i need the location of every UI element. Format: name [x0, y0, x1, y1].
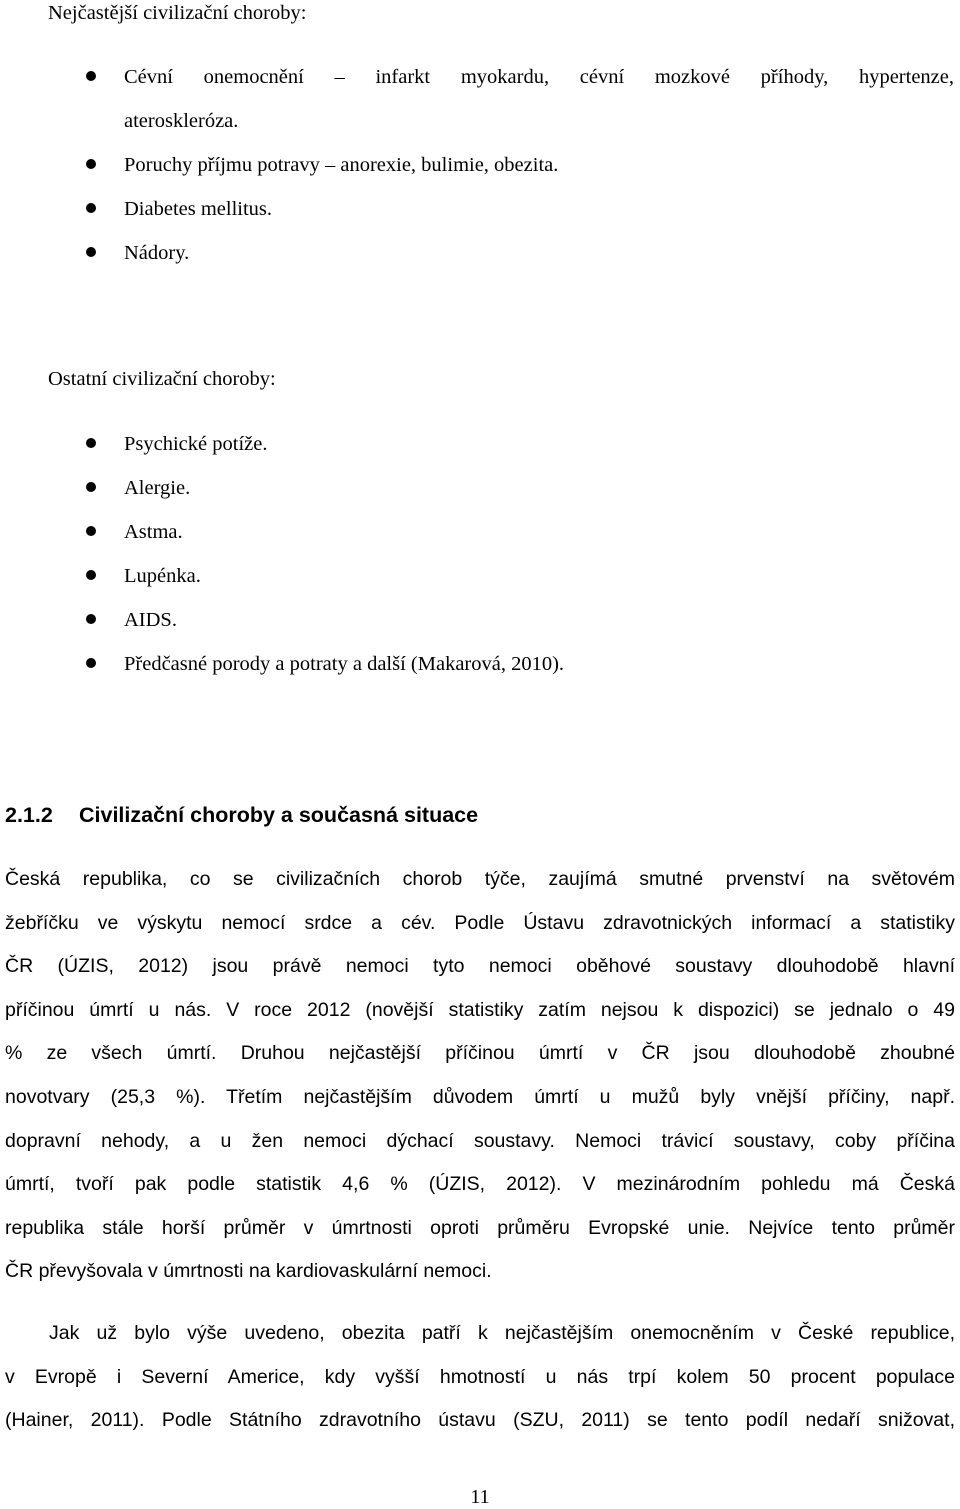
list-item — [0, 554, 960, 598]
paragraph-line: % ze všech úmrtí. Druhou nejčastější příčinou úmrtí v ČR jsou dlouhodobě zhoubné — [5, 1042, 955, 1065]
list-item — [0, 466, 960, 510]
bullet-icon — [86, 482, 96, 492]
list-item-text: Diabetes mellitus. — [124, 198, 273, 220]
paragraph-line: novotvary (25,3 %). Třetím nejčastějším důvodem úmrtí u mužů byly vnější příčiny, např. — [5, 1085, 955, 1108]
bullet-icon — [86, 203, 96, 213]
other-diseases-list — [0, 422, 960, 686]
paragraph-current-situation — [5, 858, 955, 1294]
list-item — [0, 187, 960, 231]
list-item-text: AIDS. — [124, 609, 177, 631]
paragraph-line: Jak už bylo výše uvedeno, obezita patří k nejčastějším onemocněním v České republice, — [49, 1322, 955, 1344]
list-item-text: Poruchy příjmu potravy – anorexie, bulimie, obezita. — [124, 154, 559, 176]
list-item — [0, 598, 960, 642]
paragraph-line: v Evropě i Severní Americe, kdy vyšší hmotností u nás trpí kolem 50 procent populace — [5, 1365, 955, 1388]
paragraph-obesity — [5, 1312, 955, 1443]
list-item — [0, 642, 960, 686]
section-title-common-diseases: Nejčastější civilizační choroby: — [48, 2, 307, 24]
bullet-icon — [86, 570, 96, 580]
list-item — [0, 231, 960, 275]
paragraph-line: republika stále horší průměr v úmrtnosti oproti průměru Evropské unie. Nejvíce tento průměr — [5, 1216, 955, 1239]
bullet-icon — [86, 71, 96, 81]
list-item-text: Psychické potíže. — [124, 433, 268, 455]
section-heading-title: Civilizační choroby a současná situace — [79, 803, 479, 827]
paragraph-line: příčinou úmrtí u nás. V roce 2012 (novější statistiky zatím nejsou k dispozici) se jednalo o 49 — [5, 998, 955, 1021]
paragraph-line: žebříčku ve výskytu nemocí srdce a cév. Podle Ústavu zdravotnických informací a statistiky — [5, 911, 955, 934]
list-item-text-continued: ateroskleróza. — [124, 110, 239, 132]
bullet-icon — [86, 438, 96, 448]
paragraph-line: ČR (ÚZIS, 2012) jsou právě nemoci tyto nemoci oběhové soustavy dlouhodobě hlavní — [5, 955, 955, 978]
paragraph-line: ČR převyšovala v úmrtnosti na kardiovaskulární nemoci. — [5, 1260, 492, 1283]
list-item-text: Nádory. — [124, 242, 190, 264]
bullet-icon — [86, 526, 96, 536]
list-item-text: Alergie. — [124, 477, 191, 499]
list-item-text: Lupénka. — [124, 565, 201, 587]
list-item-text: Cévní onemocnění – infarkt myokardu, cévní mozkové příhody, hypertenze, — [124, 66, 954, 88]
section-heading — [5, 803, 478, 828]
list-item — [0, 422, 960, 466]
paragraph-line: dopravní nehody, a u žen nemoci dýchací soustavy. Nemoci trávicí soustavy, coby příčina — [5, 1129, 955, 1152]
paragraph-line: Česká republika, co se civilizačních chorob týče, zaujímá smutné prvenství na světovém — [5, 868, 955, 890]
paragraph-line: (Hainer, 2011). Podle Státního zdravotního ústavu (SZU, 2011) se tento podíl nedaří snižovat, — [5, 1409, 955, 1432]
common-diseases-list — [0, 55, 960, 275]
list-item — [0, 143, 960, 187]
page-number: 11 — [470, 1486, 490, 1508]
section-heading-number: 2.1.2 — [5, 803, 53, 827]
list-item-text: Předčasné porody a potraty a další (Makarová, 2010). — [124, 653, 565, 675]
bullet-icon — [86, 658, 96, 668]
list-item — [0, 55, 960, 143]
bullet-icon — [86, 614, 96, 624]
list-item-text: Astma. — [124, 521, 183, 543]
bullet-icon — [86, 159, 96, 169]
list-item — [0, 510, 960, 554]
paragraph-line: úmrtí, tvoří pak podle statistik 4,6 % (ÚZIS, 2012). V mezinárodním pohledu má Česká — [5, 1173, 955, 1196]
section-title-other-diseases: Ostatní civilizační choroby: — [48, 368, 276, 390]
bullet-icon — [86, 247, 96, 257]
